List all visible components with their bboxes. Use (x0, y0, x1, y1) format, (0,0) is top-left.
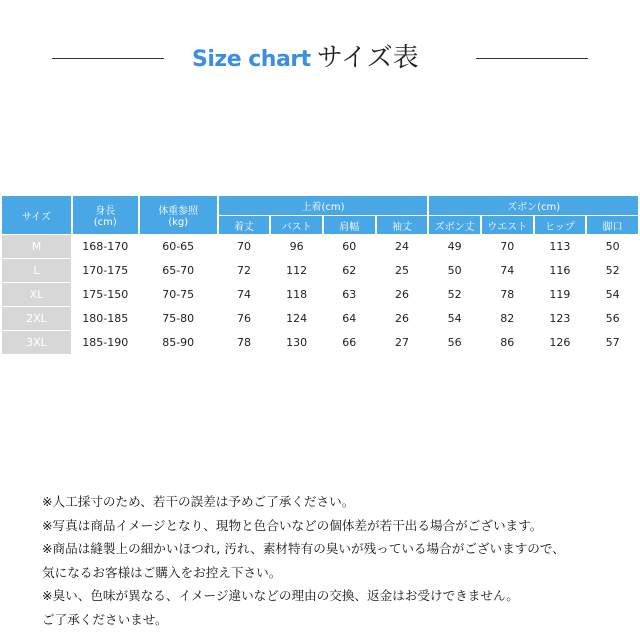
size-label: L (2, 259, 71, 282)
table-row (2, 259, 638, 282)
table-cell: 54 (605, 288, 620, 301)
table-cell: 78 (237, 336, 251, 349)
table-cell: 25 (394, 264, 409, 277)
table-row (2, 307, 638, 330)
note-line: 気になるお客様はご購入をお控え下さい。 (42, 564, 282, 580)
table-cell: 64 (342, 312, 357, 325)
table-cell: 72 (237, 264, 251, 277)
table-cell: 56 (605, 312, 620, 325)
table-cell: 62 (342, 264, 357, 277)
table-cell: 52 (605, 264, 620, 277)
table-cell: 116 (549, 264, 571, 277)
table-cell: 82 (500, 312, 515, 325)
table-cell: 56 (447, 336, 462, 349)
table-cell: 50 (605, 240, 620, 253)
page-title (192, 38, 419, 78)
header-group-bottom: ズボン(cm) (429, 196, 638, 215)
title-japanese: サイズ表 (316, 43, 419, 73)
table-cell: 124 (286, 312, 308, 325)
header-weight (140, 196, 217, 234)
table-cell: 130 (286, 336, 308, 349)
header-height (73, 196, 138, 234)
table-cell: 113 (549, 240, 571, 253)
table-cell: 185-190 (82, 336, 129, 349)
table-cell: 54 (447, 312, 462, 325)
header-hip: ヒップ (535, 216, 586, 234)
title-row (0, 38, 640, 78)
table-cell: 75-80 (162, 312, 195, 325)
size-table (0, 195, 640, 355)
title-divider-left (52, 58, 164, 59)
table-cell: 52 (447, 288, 462, 301)
table-cell: 65-70 (162, 264, 195, 277)
note-line: ご了承くださいませ。 (42, 611, 168, 627)
table-cell: 49 (447, 240, 462, 253)
table-cell: 180-185 (82, 312, 129, 325)
table-cell: 86 (500, 336, 515, 349)
title-divider-right (476, 58, 588, 59)
note-line: ※臭い、色味が異なる、イメージ違いなどの理由の交換、返金はお受けできません。 (42, 588, 519, 603)
table-cell: 126 (549, 336, 571, 349)
header-shoulder: 肩幅 (324, 216, 375, 234)
table-cell: 170-175 (82, 264, 129, 277)
table-cell: 63 (342, 288, 357, 301)
table-cell: 112 (286, 264, 308, 277)
table-cell: 26 (394, 312, 409, 325)
header-height-label: 身長 (95, 206, 116, 217)
size-label: 2XL (2, 307, 71, 330)
table-cell: 60-65 (162, 240, 195, 253)
size-label: 3XL (2, 331, 71, 354)
table-cell: 168-170 (82, 240, 129, 253)
table-cell: 50 (447, 264, 462, 277)
table-cell: 74 (500, 264, 515, 277)
table-cell: 118 (286, 288, 308, 301)
table-cell: 66 (342, 336, 357, 349)
table-cell: 70-75 (162, 288, 195, 301)
table-row (2, 283, 638, 306)
table-cell: 123 (549, 312, 571, 325)
table-cell: 24 (394, 240, 409, 253)
table-header-row-1 (2, 196, 638, 215)
note-line: ※写真は商品イメージとなり、現物と色合いなどの個体差が若干出る場合がございます。 (42, 517, 543, 533)
table-cell: 74 (237, 288, 251, 301)
note-line: ※人工採寸のため、若干の誤差は予めご了承ください。 (42, 494, 355, 509)
header-bust: バスト (271, 216, 322, 234)
table-cell: 26 (394, 288, 409, 301)
table-cell: 60 (342, 240, 357, 253)
table-cell: 70 (500, 240, 515, 253)
header-sleeve: 袖丈 (377, 216, 428, 234)
size-label: XL (2, 283, 71, 306)
header-pants-length: ズボン丈 (429, 216, 480, 234)
table-body (2, 235, 638, 354)
table-cell: 70 (237, 240, 251, 253)
header-weight-label: 体重参照 (158, 206, 199, 217)
note-line: ※商品は縫製上の細かいほつれ, 汚れ、素材特有の臭いが残っている場合がございますので、 (42, 541, 565, 556)
title-english: Size chart (192, 47, 311, 72)
table-cell: 78 (500, 288, 515, 301)
header-waist: ウエスト (482, 216, 533, 234)
header-height-unit: (cm) (93, 217, 117, 228)
table-row (2, 235, 638, 258)
table-cell: 27 (394, 336, 409, 349)
notes (42, 490, 622, 631)
table-cell: 57 (605, 336, 620, 349)
size-label: M (2, 235, 71, 258)
header-size: サイズ (2, 196, 71, 234)
header-group-top: 上着(cm) (219, 196, 428, 215)
header-hem: 脚口 (587, 216, 638, 234)
table-row (2, 331, 638, 354)
header-top-length: 着丈 (219, 216, 270, 234)
table-cell: 119 (549, 288, 571, 301)
table-cell: 96 (289, 240, 304, 253)
table-cell: 85-90 (162, 336, 195, 349)
table-cell: 76 (237, 312, 251, 325)
header-weight-unit: (kg) (168, 217, 189, 228)
table-cell: 175-150 (82, 288, 129, 301)
